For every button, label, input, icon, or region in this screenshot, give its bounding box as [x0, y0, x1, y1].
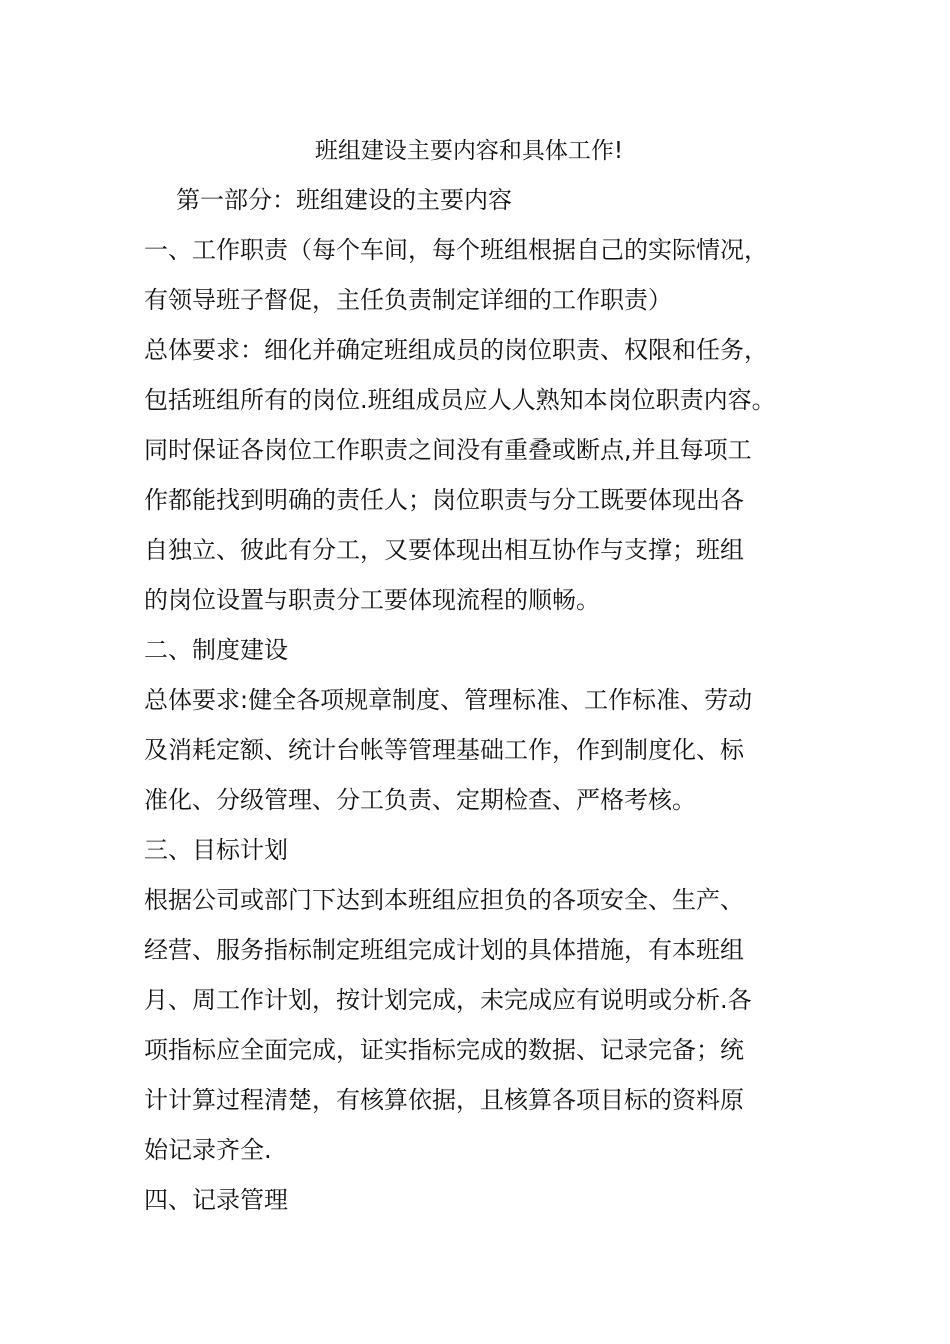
- paragraph-line: 的岗位设置与职责分工要体现流程的顺畅。: [144, 586, 600, 614]
- section-heading-3: 三、目标计划: [144, 836, 288, 864]
- paragraph-line: 准化、分级管理、分工负责、定期检查、严格考核。: [144, 786, 696, 814]
- paragraph-line: 及消耗定额、统计台帐等管理基础工作，作到制度化、标: [144, 736, 744, 764]
- paragraph-line: 包括班组所有的岗位.班组成员应人人熟知本岗位职责内容。: [144, 386, 776, 414]
- paragraph-line: 自独立、彼此有分工，又要体现出相互协作与支撑；班组: [144, 536, 744, 564]
- section-heading-1: 一、工作职责（每个车间，每个班组根据自己的实际情况，: [144, 236, 768, 264]
- paragraph-line: 同时保证各岗位工作职责之间没有重叠或断点,并且每项工: [144, 436, 752, 464]
- paragraph-line: 作都能找到明确的责任人；岗位职责与分工既要体现出各: [144, 486, 744, 514]
- paragraph-line: 经营、服务指标制定班组完成计划的具体措施，有本班组: [144, 936, 744, 964]
- paragraph-line: 有领导班子督促，主任负责制定详细的工作职责）: [144, 286, 672, 314]
- document-body: [144, 180, 824, 1230]
- paragraph-line: 始记录齐全.: [144, 1136, 272, 1164]
- part-heading: 第一部分：班组建设的主要内容: [176, 186, 512, 214]
- paragraph-line: 根据公司或部门下达到本班组应担负的各项安全、生产、: [144, 886, 744, 914]
- paragraph-line: 项指标应全面完成，证实指标完成的数据、记录完备；统: [144, 1036, 744, 1064]
- document-title: 班组建设主要内容和具体工作!: [314, 138, 624, 164]
- section-heading-2: 二、制度建设: [144, 636, 288, 664]
- paragraph-line: 总体要求：细化并确定班组成员的岗位职责、权限和任务，: [144, 336, 768, 364]
- section-heading-4: 四、记录管理: [144, 1186, 288, 1214]
- paragraph-line: 月、周工作计划，按计划完成，未完成应有说明或分析.各: [144, 986, 752, 1014]
- paragraph-line: 总体要求:健全各项规章制度、管理标准、工作标准、劳动: [144, 686, 753, 714]
- paragraph-line: 计计算过程清楚，有核算依据，且核算各项目标的资料原: [144, 1086, 744, 1114]
